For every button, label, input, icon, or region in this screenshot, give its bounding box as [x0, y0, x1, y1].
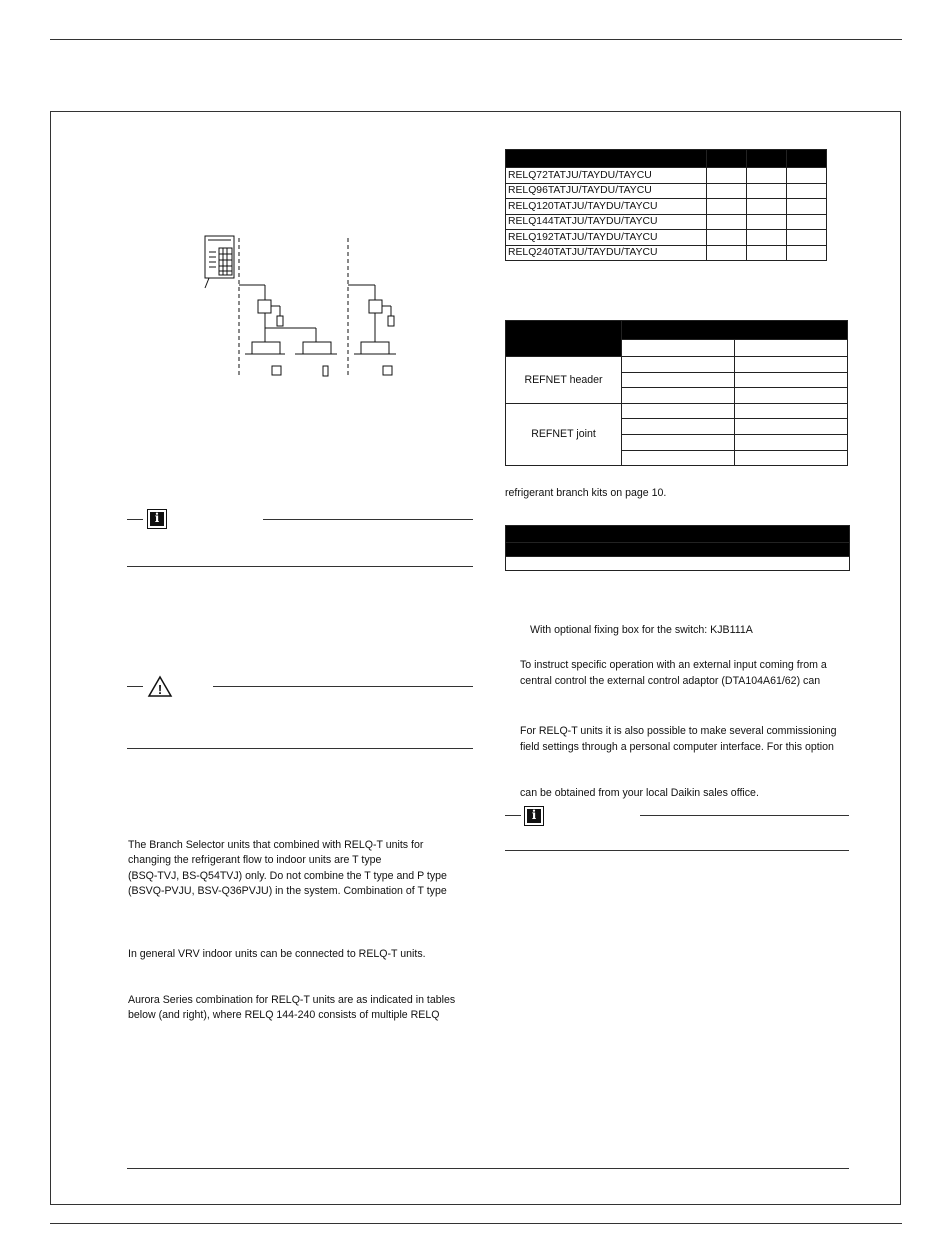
model-table	[505, 149, 827, 261]
table-row	[506, 183, 827, 199]
sales-office-text: can be obtained from your local Daikin sales office.	[520, 787, 759, 799]
model-cell: RELQ144TATJU/TAYDU/TAYCU	[506, 214, 707, 230]
refnet-header-label: REFNET header	[506, 357, 622, 404]
table-row	[506, 199, 827, 215]
table-row	[506, 357, 848, 373]
info-note-right-bottom-rule	[505, 850, 849, 851]
info-note-left-rule	[127, 519, 143, 520]
external-input-text-line-2: central control the external control adaptor (DTA104A61/62) can	[520, 675, 821, 687]
model-cell: RELQ120TATJU/TAYDU/TAYCU	[506, 199, 707, 215]
info-note-top-rule	[263, 519, 473, 520]
info-note-right-top-rule	[640, 815, 849, 816]
indoor-unit-box	[252, 342, 280, 354]
branch-selector-text-line-3: (BSQ-TVJ, BS-Q54TVJ) only. Do not combine the T type and P type	[128, 870, 447, 882]
warning-icon	[147, 675, 173, 698]
option-table	[505, 525, 850, 571]
remote-controller-icon	[272, 366, 281, 375]
commissioning-text-line-2: field settings through a personal computer interface. For this option	[520, 741, 834, 753]
aurora-text-line-1: Aurora Series combination for RELQ-T units are as indicated in tables	[128, 994, 456, 1006]
model-cell: RELQ192TATJU/TAYDU/TAYCU	[506, 230, 707, 246]
aurora-text-line-2: below (and right), where RELQ 144-240 consists of multiple RELQ	[128, 1009, 440, 1021]
table-row	[506, 230, 827, 246]
branch-selector-box	[258, 300, 271, 313]
model-cell: RELQ72TATJU/TAYDU/TAYCU	[506, 168, 707, 184]
external-input-text-line-1: To instruct specific operation with an external input coming from a	[520, 659, 827, 671]
remote-controller-icon	[277, 316, 283, 326]
remote-controller-icon	[383, 366, 392, 375]
table-row	[506, 245, 827, 261]
model-cell: RELQ240TATJU/TAYDU/TAYCU	[506, 245, 707, 261]
remote-controller-icon	[323, 366, 328, 376]
refnet-table	[505, 320, 848, 466]
warning-note-bottom-rule	[127, 748, 473, 749]
info-note-right-left-rule	[505, 815, 521, 816]
footer-rule	[127, 1168, 849, 1169]
table-row	[506, 403, 848, 419]
branch-selector-text-line-1: The Branch Selector units that combined with RELQ-T units for	[128, 839, 424, 851]
bottom-rule	[50, 1223, 902, 1224]
indoor-units-text: In general VRV indoor units can be connected to RELQ-T units.	[128, 948, 426, 960]
refnet-joint-label: REFNET joint	[506, 403, 622, 465]
branch-selector-text-line-4: (BSVQ-PVJU, BSV-Q36PVJU) in the system. Combination of T type	[128, 885, 447, 897]
info-note-bottom-rule	[127, 566, 473, 567]
info-icon: i	[147, 509, 167, 529]
info-icon: i	[524, 806, 544, 826]
warning-note-left-rule	[127, 686, 143, 687]
refnet-reference-text: refrigerant branch kits on page 10.	[505, 487, 667, 499]
indoor-unit-box	[361, 342, 389, 354]
table-row	[506, 214, 827, 230]
model-table-header	[506, 150, 827, 168]
fixing-box-text: With optional fixing box for the switch: KJB111A	[530, 624, 753, 636]
branch-selector-box	[369, 300, 382, 313]
top-rule	[50, 39, 902, 40]
remote-controller-icon	[388, 316, 394, 326]
svg-text:!: !	[157, 682, 163, 697]
warning-note-top-rule	[213, 686, 473, 687]
commissioning-text-line-1: For RELQ-T units it is also possible to make several commissioning	[520, 725, 837, 737]
indoor-unit-box	[303, 342, 331, 354]
model-cell: RELQ96TATJU/TAYDU/TAYCU	[506, 183, 707, 199]
branch-selector-text-line-2: changing the refrigerant flow to indoor units are T type	[128, 854, 382, 866]
table-row	[506, 168, 827, 184]
system-diagram	[195, 230, 415, 385]
